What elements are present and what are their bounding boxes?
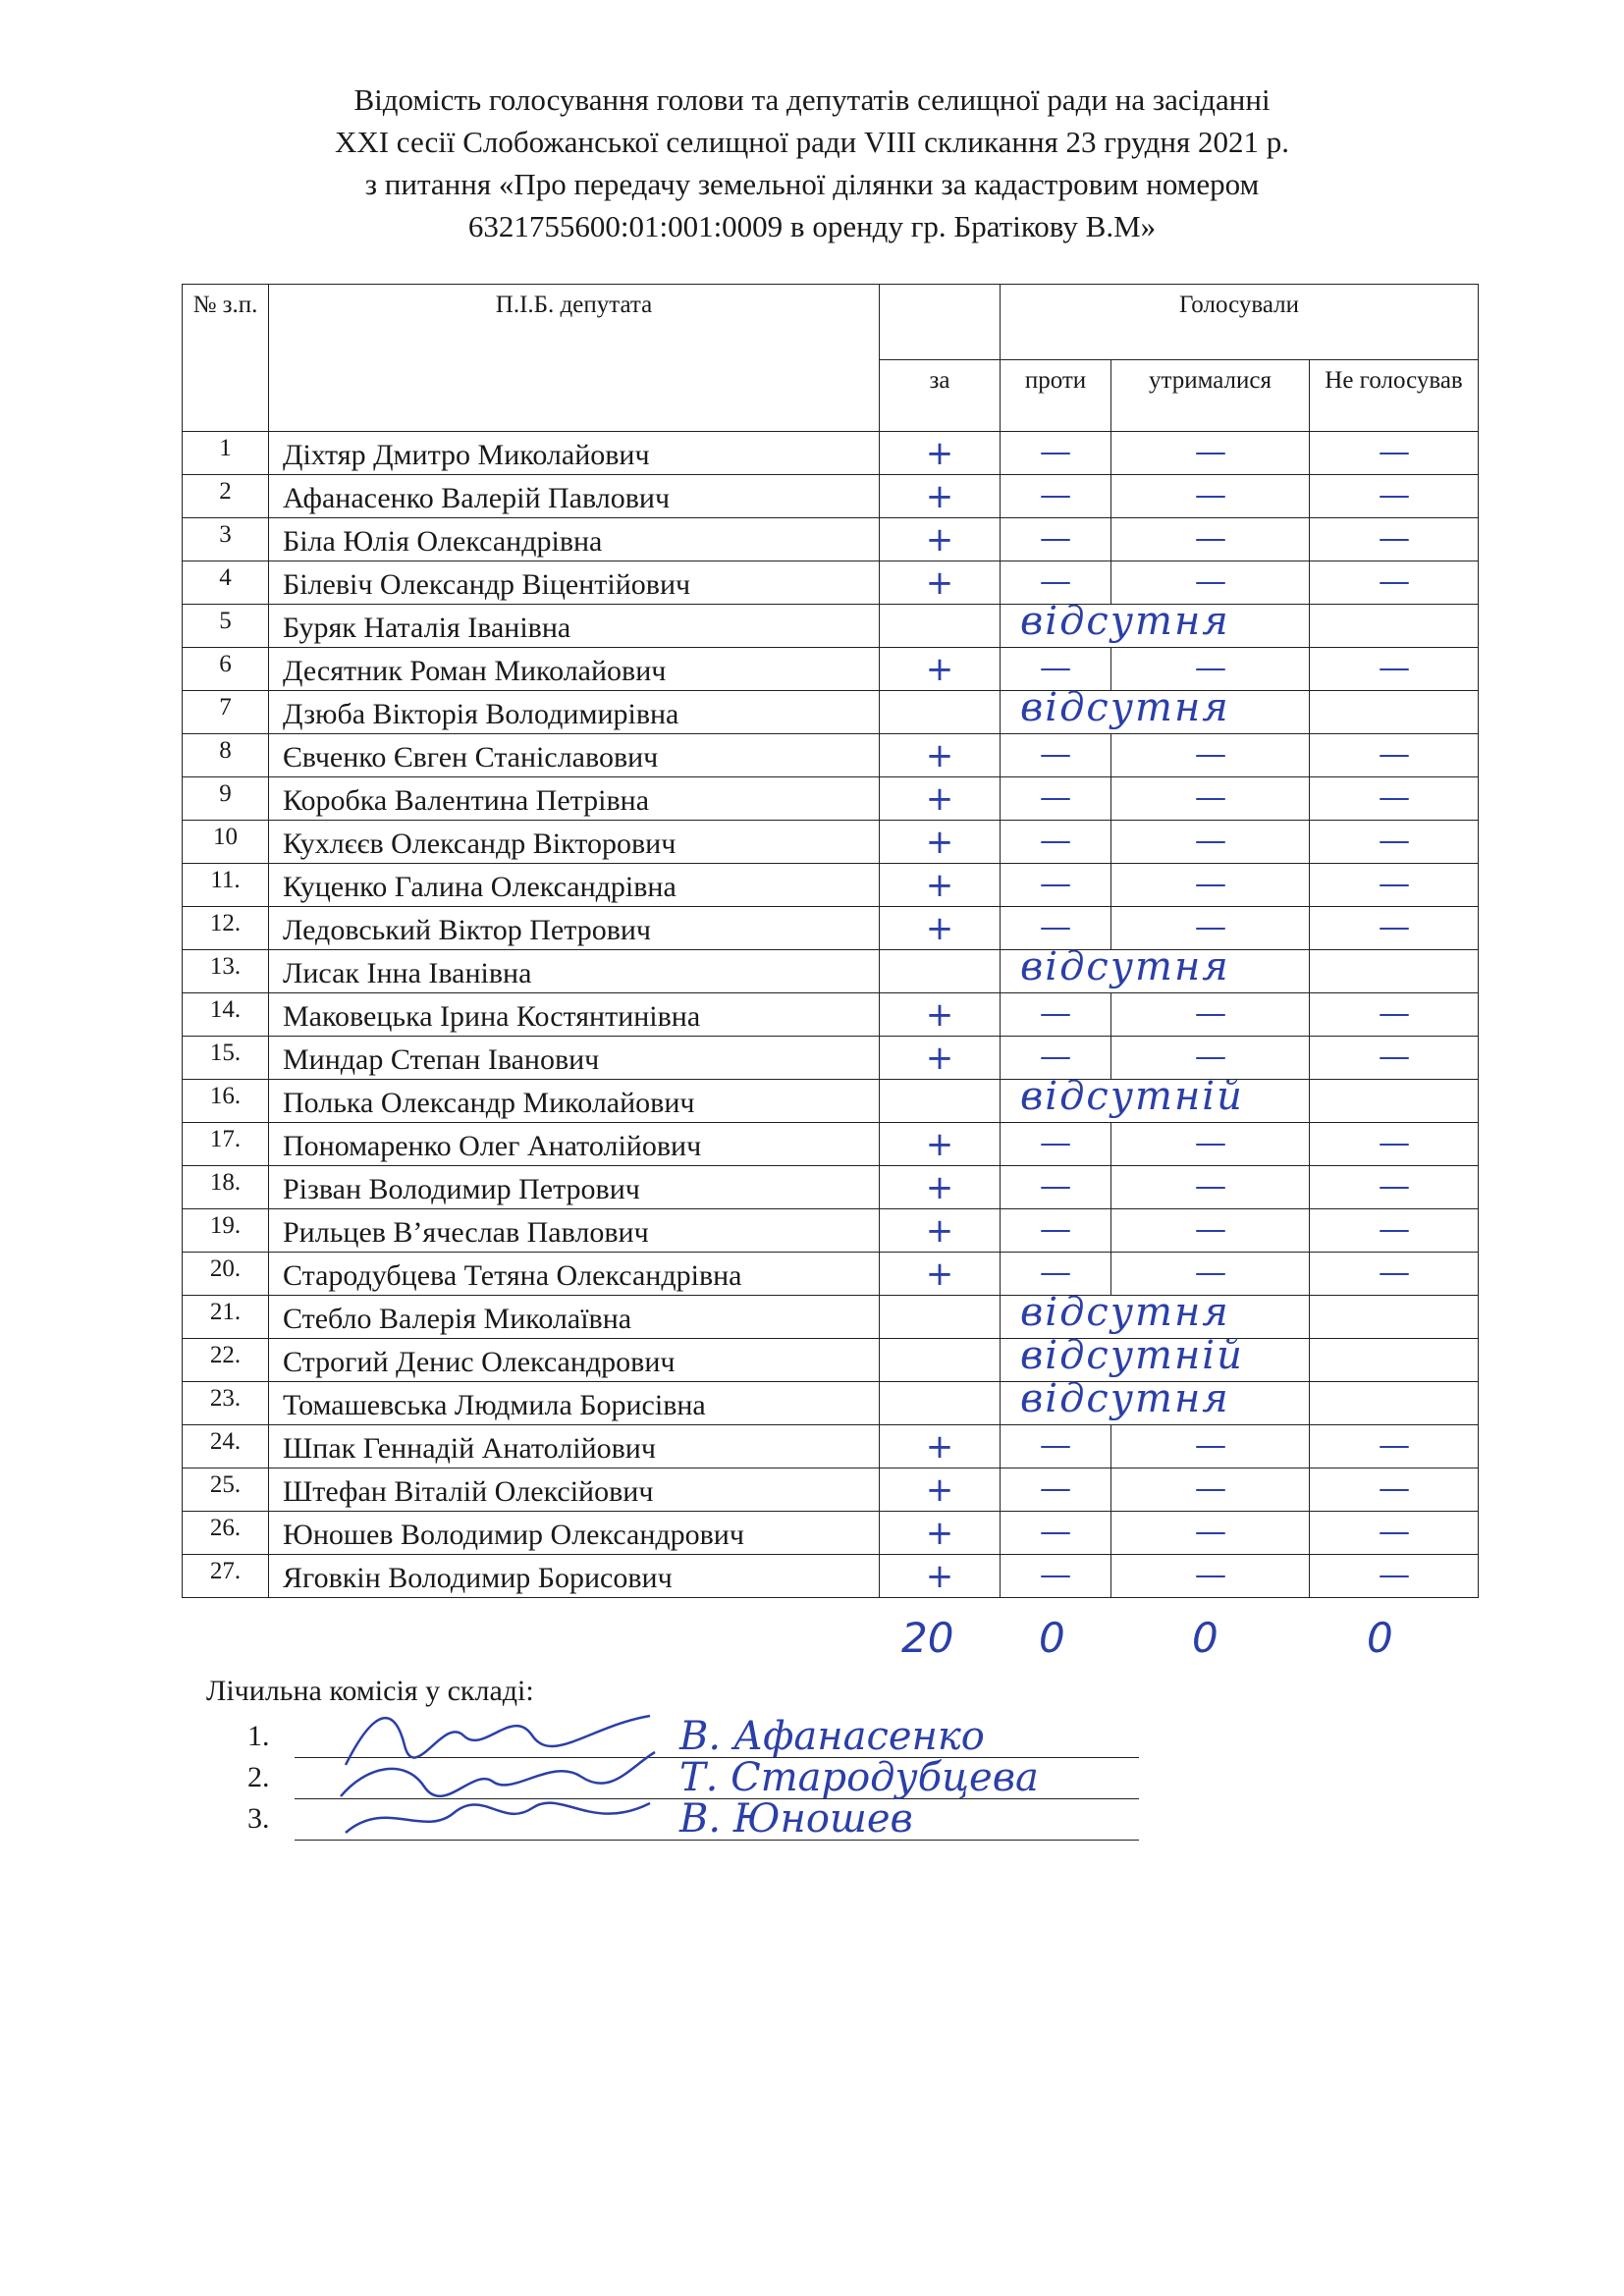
dash-mark-icon bbox=[1380, 453, 1409, 454]
plus-mark-icon: + bbox=[925, 1556, 954, 1596]
document-title bbox=[147, 79, 1477, 247]
dash-mark-icon bbox=[1041, 1575, 1070, 1577]
vote-not-voted-cell bbox=[1310, 1080, 1479, 1123]
deputy-name: Яговкін Володимир Борисович bbox=[269, 1555, 880, 1598]
table-row bbox=[183, 648, 1479, 691]
dash-mark-icon bbox=[1380, 1230, 1409, 1232]
deputy-name: Строгий Денис Олександрович bbox=[269, 1339, 880, 1382]
vote-against-cell bbox=[1001, 993, 1111, 1037]
dash-mark-icon bbox=[1380, 1575, 1409, 1577]
vote-against-cell bbox=[1001, 1037, 1111, 1080]
dash-mark-icon bbox=[1041, 1144, 1070, 1146]
table-row bbox=[183, 561, 1479, 605]
dash-mark-icon bbox=[1380, 928, 1409, 930]
row-number: 1 bbox=[183, 432, 269, 475]
dash-mark-icon bbox=[1041, 755, 1070, 757]
dash-mark-icon bbox=[1196, 884, 1225, 886]
vote-for-cell bbox=[880, 777, 1001, 821]
dash-mark-icon bbox=[1380, 755, 1409, 757]
dash-mark-icon bbox=[1380, 798, 1409, 800]
vote-not-voted-cell bbox=[1310, 1166, 1479, 1209]
vote-abstained-cell bbox=[1111, 1166, 1310, 1209]
vote-abstained-cell bbox=[1111, 777, 1310, 821]
dash-mark-icon bbox=[1041, 1489, 1070, 1491]
vote-abstained-cell bbox=[1111, 518, 1310, 561]
dash-mark-icon bbox=[1380, 1014, 1409, 1016]
vote-for-cell bbox=[880, 475, 1001, 518]
signatory-name: В. Афанасенко bbox=[679, 1714, 985, 1759]
vote-abstained-cell bbox=[1111, 1425, 1310, 1468]
row-number: 14. bbox=[183, 993, 269, 1037]
vote-abstained-cell bbox=[1111, 432, 1310, 475]
table-row bbox=[183, 691, 1479, 734]
vote-not-voted-cell bbox=[1310, 950, 1479, 993]
plus-mark-icon: + bbox=[925, 1469, 954, 1510]
absent-note-cell bbox=[1001, 1376, 1310, 1425]
row-number: 15. bbox=[183, 1037, 269, 1080]
table-row bbox=[183, 993, 1479, 1037]
vote-abstained-cell bbox=[1111, 1123, 1310, 1166]
vote-against-cell bbox=[1001, 432, 1111, 475]
table-row bbox=[183, 1468, 1479, 1512]
vote-abstained-cell bbox=[1111, 993, 1310, 1037]
plus-mark-icon: + bbox=[925, 865, 954, 905]
dash-mark-icon bbox=[1380, 1057, 1409, 1059]
title-line-1: Відомість голосування голови та депутатів селищної ради на засіданні bbox=[353, 82, 1271, 117]
vote-not-voted-cell bbox=[1310, 1037, 1479, 1080]
row-number: 23. bbox=[183, 1382, 269, 1425]
vote-for-cell bbox=[880, 1037, 1001, 1080]
signature-number: 3. bbox=[247, 1802, 270, 1835]
absent-note-cell bbox=[1001, 1074, 1310, 1123]
table-row bbox=[183, 1339, 1479, 1382]
table-row bbox=[183, 475, 1479, 518]
dash-mark-icon bbox=[1196, 539, 1225, 541]
dash-mark-icon bbox=[1380, 539, 1409, 541]
row-number: 6 bbox=[183, 648, 269, 691]
header-not-voted: Не голосував bbox=[1310, 360, 1479, 432]
plus-mark-icon: + bbox=[925, 1167, 954, 1207]
absent-note-cell bbox=[1001, 944, 1310, 993]
vote-for-cell bbox=[880, 1166, 1001, 1209]
row-number: 13. bbox=[183, 950, 269, 993]
vote-abstained-cell bbox=[1111, 475, 1310, 518]
total-against: 0 bbox=[1039, 1614, 1065, 1662]
vote-against-cell bbox=[1001, 475, 1111, 518]
vote-for-cell bbox=[880, 1468, 1001, 1512]
vote-against-cell bbox=[1001, 1512, 1111, 1555]
dash-mark-icon bbox=[1041, 841, 1070, 843]
table-row bbox=[183, 1382, 1479, 1425]
signatory-name: В. Юношев bbox=[679, 1796, 913, 1842]
table-row bbox=[183, 950, 1479, 993]
table-row bbox=[183, 1425, 1479, 1468]
absent-note-cell bbox=[1001, 599, 1310, 648]
dash-mark-icon bbox=[1041, 798, 1070, 800]
dash-mark-icon bbox=[1041, 884, 1070, 886]
vote-not-voted-cell bbox=[1310, 1425, 1479, 1468]
plus-mark-icon: + bbox=[925, 433, 954, 473]
vote-against-cell bbox=[1001, 734, 1111, 777]
deputy-name: Рильцев В’ячеслав Павлович bbox=[269, 1209, 880, 1253]
dash-mark-icon bbox=[1380, 1144, 1409, 1146]
dash-mark-icon bbox=[1041, 1532, 1070, 1534]
table-row bbox=[183, 518, 1479, 561]
vote-abstained-cell bbox=[1111, 1209, 1310, 1253]
vote-not-voted-cell bbox=[1310, 993, 1479, 1037]
dash-mark-icon bbox=[1196, 1273, 1225, 1275]
deputy-name: Коробка Валентина Петрівна bbox=[269, 777, 880, 821]
signature-number: 1. bbox=[247, 1720, 270, 1752]
row-number: 7 bbox=[183, 691, 269, 734]
vote-not-voted-cell bbox=[1310, 475, 1479, 518]
deputy-name: Штефан Віталій Олексійович bbox=[269, 1468, 880, 1512]
row-number: 2 bbox=[183, 475, 269, 518]
vote-abstained-cell bbox=[1111, 561, 1310, 605]
signature-number: 2. bbox=[247, 1761, 270, 1793]
vote-not-voted-cell bbox=[1310, 432, 1479, 475]
vote-for-cell bbox=[880, 907, 1001, 950]
header-against: проти bbox=[1001, 360, 1111, 432]
plus-mark-icon: + bbox=[925, 649, 954, 689]
vote-abstained-cell bbox=[1111, 1555, 1310, 1598]
plus-mark-icon: + bbox=[925, 1426, 954, 1467]
table-row bbox=[183, 864, 1479, 907]
absent-note-cell bbox=[1001, 1290, 1310, 1339]
dash-mark-icon bbox=[1196, 1230, 1225, 1232]
dash-mark-icon bbox=[1380, 668, 1409, 670]
plus-mark-icon: + bbox=[925, 778, 954, 819]
deputy-name: Шпак Геннадій Анатолійович bbox=[269, 1425, 880, 1468]
absent-note-cell bbox=[1001, 685, 1310, 734]
vote-for-cell bbox=[880, 518, 1001, 561]
dash-mark-icon bbox=[1196, 496, 1225, 498]
deputy-name: Стебло Валерія Миколаївна bbox=[269, 1296, 880, 1339]
vote-for-cell bbox=[880, 648, 1001, 691]
vote-abstained-cell bbox=[1111, 907, 1310, 950]
deputy-name: Афанасенко Валерій Павлович bbox=[269, 475, 880, 518]
vote-not-voted-cell bbox=[1310, 1123, 1479, 1166]
deputy-name: Лисак Інна Іванівна bbox=[269, 950, 880, 993]
dash-mark-icon bbox=[1196, 798, 1225, 800]
deputy-name: Миндар Степан Іванович bbox=[269, 1037, 880, 1080]
vote-against-cell bbox=[1001, 1123, 1111, 1166]
vote-not-voted-cell bbox=[1310, 561, 1479, 605]
vote-not-voted-cell bbox=[1310, 1382, 1479, 1425]
vote-for-cell bbox=[880, 1512, 1001, 1555]
vote-not-voted-cell bbox=[1310, 1296, 1479, 1339]
table-row bbox=[183, 821, 1479, 864]
absent-note: відсутня bbox=[1020, 1290, 1230, 1335]
row-number: 12. bbox=[183, 907, 269, 950]
vote-abstained-cell bbox=[1111, 1037, 1310, 1080]
vote-not-voted-cell bbox=[1310, 1468, 1479, 1512]
signature-row bbox=[247, 1796, 1131, 1847]
vote-for-cell bbox=[880, 864, 1001, 907]
vote-not-voted-cell bbox=[1310, 734, 1479, 777]
table-row bbox=[183, 1123, 1479, 1166]
dash-mark-icon bbox=[1041, 1230, 1070, 1232]
table-row bbox=[183, 734, 1479, 777]
dash-mark-icon bbox=[1041, 928, 1070, 930]
row-number: 17. bbox=[183, 1123, 269, 1166]
header-num: № з.п. bbox=[183, 285, 269, 432]
deputy-name: Куценко Галина Олександрівна bbox=[269, 864, 880, 907]
header-for: за bbox=[880, 360, 1001, 432]
vote-for-cell bbox=[880, 432, 1001, 475]
dash-mark-icon bbox=[1196, 1489, 1225, 1491]
deputy-name: Томашевська Людмила Борисівна bbox=[269, 1382, 880, 1425]
dash-mark-icon bbox=[1041, 1057, 1070, 1059]
deputy-name: Кухлєєв Олександр Вікторович bbox=[269, 821, 880, 864]
plus-mark-icon: + bbox=[925, 1124, 954, 1164]
dash-mark-icon bbox=[1380, 496, 1409, 498]
vote-against-cell bbox=[1001, 1425, 1111, 1468]
plus-mark-icon: + bbox=[925, 1038, 954, 1078]
vote-for-cell bbox=[880, 691, 1001, 734]
vote-against-cell bbox=[1001, 1468, 1111, 1512]
dash-mark-icon bbox=[1041, 453, 1070, 454]
dash-mark-icon bbox=[1041, 582, 1070, 584]
dash-mark-icon bbox=[1196, 453, 1225, 454]
vote-for-cell bbox=[880, 1382, 1001, 1425]
vote-against-cell bbox=[1001, 561, 1111, 605]
vote-against-cell bbox=[1001, 518, 1111, 561]
plus-mark-icon: + bbox=[925, 519, 954, 560]
row-number: 4 bbox=[183, 561, 269, 605]
vote-not-voted-cell bbox=[1310, 1339, 1479, 1382]
deputy-name: Десятник Роман Миколайович bbox=[269, 648, 880, 691]
table-row bbox=[183, 1080, 1479, 1123]
vote-for-cell bbox=[880, 993, 1001, 1037]
dash-mark-icon bbox=[1041, 1446, 1070, 1448]
plus-mark-icon: + bbox=[925, 476, 954, 516]
vote-for-cell bbox=[880, 950, 1001, 993]
dash-mark-icon bbox=[1196, 668, 1225, 670]
table-row bbox=[183, 1296, 1479, 1339]
absent-note: відсутня bbox=[1020, 685, 1230, 730]
dash-mark-icon bbox=[1196, 1187, 1225, 1189]
table-row bbox=[183, 907, 1479, 950]
dash-mark-icon bbox=[1380, 1273, 1409, 1275]
deputy-name: Полька Олександр Миколайович bbox=[269, 1080, 880, 1123]
header-voted: Голосували bbox=[1001, 285, 1479, 360]
absent-note: відсутня bbox=[1020, 944, 1230, 989]
vote-against-cell bbox=[1001, 648, 1111, 691]
dash-mark-icon bbox=[1041, 496, 1070, 498]
table-row bbox=[183, 1209, 1479, 1253]
dash-mark-icon bbox=[1041, 1273, 1070, 1275]
deputy-name: Пономаренко Олег Анатолійович bbox=[269, 1123, 880, 1166]
dash-mark-icon bbox=[1196, 1014, 1225, 1016]
vote-abstained-cell bbox=[1111, 821, 1310, 864]
row-number: 22. bbox=[183, 1339, 269, 1382]
vote-not-voted-cell bbox=[1310, 1253, 1479, 1296]
deputy-name: Стародубцева Тетяна Олександрівна bbox=[269, 1253, 880, 1296]
row-number: 16. bbox=[183, 1080, 269, 1123]
row-number: 26. bbox=[183, 1512, 269, 1555]
vote-not-voted-cell bbox=[1310, 777, 1479, 821]
deputy-name: Білевіч Олександр Віцентійович bbox=[269, 561, 880, 605]
vote-for-cell bbox=[880, 821, 1001, 864]
row-number: 25. bbox=[183, 1468, 269, 1512]
vote-not-voted-cell bbox=[1310, 691, 1479, 734]
deputy-name: Буряк Наталія Іванівна bbox=[269, 605, 880, 648]
voting-table-body bbox=[183, 432, 1479, 1598]
row-number: 27. bbox=[183, 1555, 269, 1598]
vote-for-cell bbox=[880, 1555, 1001, 1598]
vote-not-voted-cell bbox=[1310, 821, 1479, 864]
vote-abstained-cell bbox=[1111, 864, 1310, 907]
row-number: 21. bbox=[183, 1296, 269, 1339]
dash-mark-icon bbox=[1380, 1532, 1409, 1534]
vote-for-cell bbox=[880, 605, 1001, 648]
table-row bbox=[183, 1555, 1479, 1598]
plus-mark-icon: + bbox=[925, 994, 954, 1035]
handwritten-signature-icon bbox=[336, 1779, 660, 1857]
vote-for-cell bbox=[880, 734, 1001, 777]
table-row bbox=[183, 1166, 1479, 1209]
absent-note: відсутній bbox=[1020, 1333, 1244, 1378]
total-for: 20 bbox=[901, 1614, 954, 1662]
totals-row bbox=[0, 1614, 1624, 1673]
row-number: 11. bbox=[183, 864, 269, 907]
absent-note-cell bbox=[1001, 1333, 1310, 1382]
table-row bbox=[183, 777, 1479, 821]
vote-not-voted-cell bbox=[1310, 907, 1479, 950]
vote-for-cell bbox=[880, 1296, 1001, 1339]
deputy-name: Маковецька Ірина Костянтинівна bbox=[269, 993, 880, 1037]
plus-mark-icon: + bbox=[925, 1254, 954, 1294]
dash-mark-icon bbox=[1196, 582, 1225, 584]
dash-mark-icon bbox=[1196, 1532, 1225, 1534]
vote-for-cell bbox=[880, 1209, 1001, 1253]
vote-against-cell bbox=[1001, 864, 1111, 907]
vote-against-cell bbox=[1001, 1555, 1111, 1598]
deputy-name: Юношев Володимир Олександрович bbox=[269, 1512, 880, 1555]
vote-not-voted-cell bbox=[1310, 648, 1479, 691]
total-abstained: 0 bbox=[1192, 1614, 1218, 1662]
dash-mark-icon bbox=[1196, 1446, 1225, 1448]
dash-mark-icon bbox=[1196, 928, 1225, 930]
deputy-name: Біла Юлія Олександрівна bbox=[269, 518, 880, 561]
dash-mark-icon bbox=[1041, 1014, 1070, 1016]
vote-against-cell bbox=[1001, 1253, 1111, 1296]
plus-mark-icon: + bbox=[925, 1210, 954, 1251]
vote-against-cell bbox=[1001, 821, 1111, 864]
vote-not-voted-cell bbox=[1310, 605, 1479, 648]
table-row bbox=[183, 1512, 1479, 1555]
row-number: 5 bbox=[183, 605, 269, 648]
dash-mark-icon bbox=[1041, 1187, 1070, 1189]
vote-against-cell bbox=[1001, 1209, 1111, 1253]
dash-mark-icon bbox=[1380, 884, 1409, 886]
vote-not-voted-cell bbox=[1310, 1512, 1479, 1555]
row-number: 24. bbox=[183, 1425, 269, 1468]
header-empty bbox=[880, 285, 1001, 360]
vote-abstained-cell bbox=[1111, 1253, 1310, 1296]
dash-mark-icon bbox=[1380, 1187, 1409, 1189]
plus-mark-icon: + bbox=[925, 822, 954, 862]
vote-abstained-cell bbox=[1111, 734, 1310, 777]
dash-mark-icon bbox=[1196, 1144, 1225, 1146]
deputy-name: Діхтяр Дмитро Миколайович bbox=[269, 432, 880, 475]
vote-for-cell bbox=[880, 1080, 1001, 1123]
plus-mark-icon: + bbox=[925, 1513, 954, 1553]
header-name: П.І.Б. депутата bbox=[269, 285, 880, 432]
vote-abstained-cell bbox=[1111, 648, 1310, 691]
plus-mark-icon: + bbox=[925, 562, 954, 603]
vote-for-cell bbox=[880, 1425, 1001, 1468]
title-line-4: 6321755600:01:001:0009 в оренду гр. Братікову В.М» bbox=[467, 209, 1157, 243]
dash-mark-icon bbox=[1380, 582, 1409, 584]
vote-against-cell bbox=[1001, 1166, 1111, 1209]
vote-for-cell bbox=[880, 1123, 1001, 1166]
row-number: 10 bbox=[183, 821, 269, 864]
dash-mark-icon bbox=[1380, 1446, 1409, 1448]
table-row bbox=[183, 1253, 1479, 1296]
header-abstained: утрималися bbox=[1111, 360, 1310, 432]
vote-for-cell bbox=[880, 1253, 1001, 1296]
table-row bbox=[183, 432, 1479, 475]
vote-not-voted-cell bbox=[1310, 864, 1479, 907]
vote-against-cell bbox=[1001, 907, 1111, 950]
vote-not-voted-cell bbox=[1310, 1555, 1479, 1598]
vote-abstained-cell bbox=[1111, 1468, 1310, 1512]
title-line-2: XXI сесії Слобожанської селищної ради VIII скликання 23 грудня 2021 р. bbox=[334, 125, 1290, 159]
deputy-name: Ледовський Віктор Петрович bbox=[269, 907, 880, 950]
dash-mark-icon bbox=[1196, 755, 1225, 757]
plus-mark-icon: + bbox=[925, 908, 954, 948]
row-number: 18. bbox=[183, 1166, 269, 1209]
dash-mark-icon bbox=[1196, 841, 1225, 843]
table-row bbox=[183, 1037, 1479, 1080]
vote-for-cell bbox=[880, 1339, 1001, 1382]
vote-abstained-cell bbox=[1111, 1512, 1310, 1555]
title-line-3: з питання «Про передачу земельної ділянки за кадастровим номером bbox=[364, 167, 1260, 201]
table-row bbox=[183, 605, 1479, 648]
dash-mark-icon bbox=[1041, 539, 1070, 541]
absent-note: відсутня bbox=[1020, 1376, 1230, 1421]
deputy-name: Різван Володимир Петрович bbox=[269, 1166, 880, 1209]
absent-note: відсутня bbox=[1020, 599, 1230, 644]
voting-table bbox=[182, 284, 1479, 1598]
vote-not-voted-cell bbox=[1310, 518, 1479, 561]
dash-mark-icon bbox=[1196, 1575, 1225, 1577]
commission-title: Лічильна комісія у складі: bbox=[206, 1675, 534, 1707]
row-number: 3 bbox=[183, 518, 269, 561]
absent-note: відсутній bbox=[1020, 1074, 1244, 1119]
signatory-name: Т. Стародубцева bbox=[679, 1755, 1039, 1800]
row-number: 19. bbox=[183, 1209, 269, 1253]
total-not-voted: 0 bbox=[1367, 1614, 1393, 1662]
row-number: 20. bbox=[183, 1253, 269, 1296]
deputy-name: Дзюба Вікторія Володимирівна bbox=[269, 691, 880, 734]
dash-mark-icon bbox=[1041, 668, 1070, 670]
dash-mark-icon bbox=[1380, 841, 1409, 843]
vote-for-cell bbox=[880, 561, 1001, 605]
deputy-name: Євченко Євген Станіславович bbox=[269, 734, 880, 777]
dash-mark-icon bbox=[1380, 1489, 1409, 1491]
row-number: 8 bbox=[183, 734, 269, 777]
vote-not-voted-cell bbox=[1310, 1209, 1479, 1253]
vote-against-cell bbox=[1001, 777, 1111, 821]
plus-mark-icon: + bbox=[925, 735, 954, 775]
row-number: 9 bbox=[183, 777, 269, 821]
dash-mark-icon bbox=[1196, 1057, 1225, 1059]
